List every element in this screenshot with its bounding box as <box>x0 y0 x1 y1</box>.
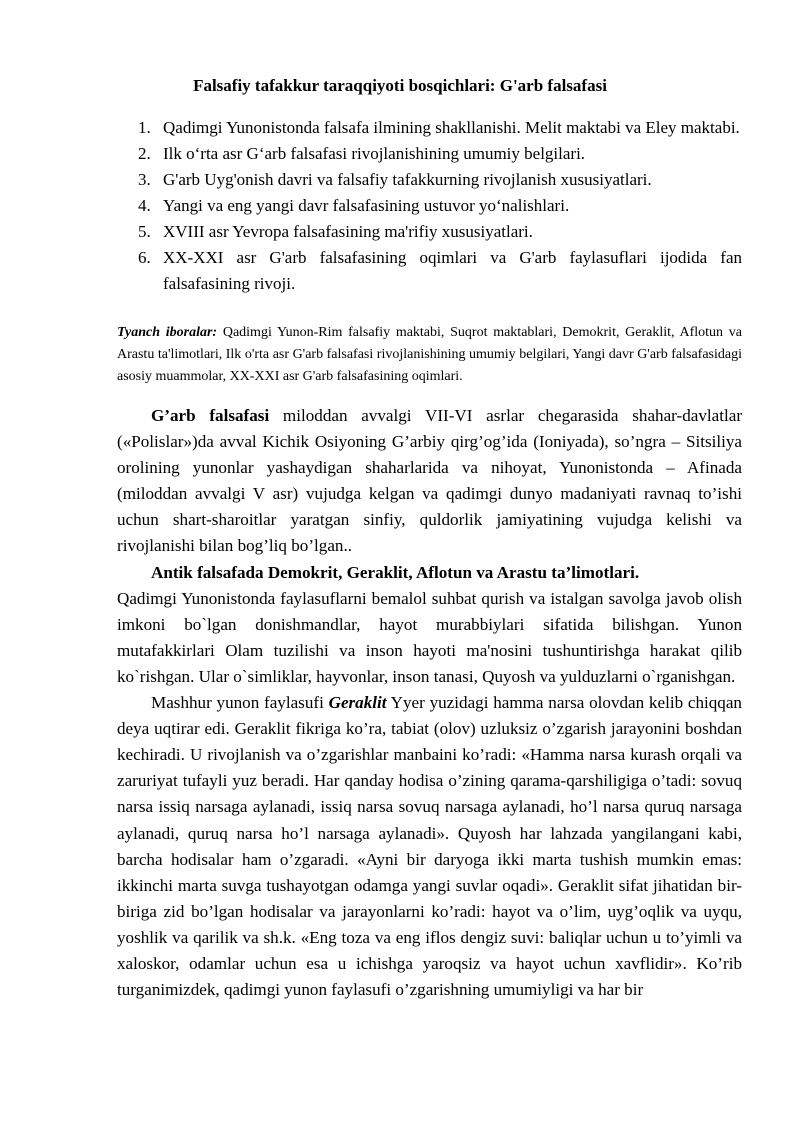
body-text <box>117 403 742 1003</box>
list-item <box>118 141 742 167</box>
paragraph-lead-term: G’arb falsafasi <box>151 406 270 425</box>
list-item-text: XX-XXI asr G'arb falsafasining oqimlari va G'arb faylasuflari ijodida fan falsafasining rivoji. <box>163 248 742 293</box>
list-item <box>118 167 742 193</box>
list-item-text: Yangi va eng yangi davr falsafasining ustuvor yo‘nalishlari. <box>163 196 570 215</box>
list-item-text: Qadimgi Yunonistonda falsafa ilmining shakllanishi. Melit maktabi va Eley maktabi. <box>163 118 740 137</box>
list-number: 1. <box>138 118 151 137</box>
paragraph-text: miloddan avvalgi VII-VI asrlar chegarasida shahar-davlatlar («Polislar»)da avval Kichik Osiyoning G’arbiy qirg’og’ida (Ioniyada), so’ngra – Sitsiliya orolining yunonlar yashaydigan shaharlarida va nihoyat, Yunonistonda – Afinada (miloddan avvalgi V asr) vujudga kelgan va qadimgi dunyo madaniyati ravnaq to’ishi uchun shart-sharoitlar yaratgan sinfiy, quldorlik jamiyatining vujudga kelishi va rivojlanishi bilan bog’liq bo’lgan.. <box>117 406 743 556</box>
keywords-label: Tyanch iboralar: <box>117 325 218 340</box>
list-number: 5. <box>138 222 151 241</box>
list-item <box>118 115 742 141</box>
paragraph-text-start: Mashhur yunon faylasufi <box>151 693 329 713</box>
keywords-text: Qadimgi Yunon-Rim falsafiy maktabi, Suqrot maktablari, Demokrit, Geraklit, Aflotun va Arastu ta'limotlari, Ilk o'rta asr G'arb falsafasi rivojlanishining umumiy belgilari, Yangi davr G'arb falsafasidagi asosiy muammolar, XX-XXI asr G'arb falsafasining oqimlari. <box>117 325 743 384</box>
list-item-text: XVIII asr Yevropa falsafasining ma'rifiy xususiyatlari. <box>163 222 533 241</box>
list-number: 4. <box>138 196 151 215</box>
list-item-text: Ilk o‘rta asr G‘arb falsafasi rivojlanishining umumiy belgilari. <box>163 144 586 163</box>
paragraph-ancient-greece: Qadimgi Yunonistonda faylasuflarni bemalol suhbat qurish va istalgan savolga javob olish imkoni bo`lgan donishmandlar, hayot murabbiylari sifatida bilishgan. Yunon mutafakkirlari Olam tuzilishi va inson hayoti ma'nosini tushuntirishga harakat qilib ko`rishgan. Ular o`simliklar, hayvonlar, inson tanasi, Quyosh va yulduzlarni o`rganishgan. <box>117 588 742 686</box>
document-title: Falsafiy tafakkur taraqqiyoti bosqichlari: G'arb falsafasi <box>193 76 607 95</box>
list-item <box>118 219 742 245</box>
paragraph-heraclitus <box>117 690 742 1003</box>
paragraph-text: Yyer yuzidagi hamma narsa olovdan kelib chiqqan deya uqtirar edi. Geraklit fikriga ko’ra, tabiat (olov) uzluksiz o’zgarish jarayonini boshdan kechiradi. U rivojlanish va o’zgarishlar manbaini ko’radi: «Hamma narsa kurash orqali va zaruriyat tufayli yuz beradi. Har qanday hodisa o’zining qarama-qarshiligiga o’tadi: sovuq narsa issiq narsaga aylanadi, issiq narsa sovuq narsaga aylanadi, ho’l narsa quruq narsaga aylanadi, quruq narsa ho’l narsaga aylanadi». Quyosh har lahzada yangilangani kabi, barcha hodisalar ham o’zgaradi. «Ayni bir daryoga ikki marta tushish mumkin emas: ikkinchi marta suvga tushayotgan odamga yangi suvlar oqadi». Geraklit sifat jihatidan bir-biriga zid bo’lgan hodisalar va jarayonlarni ko’radi: hayot va o’lim, uyg’oqlik va uyqu, yoshlik va qarilik va sh.k. «Eng toza va eng iflos dengiz suvi: baliqlar uchun u to’yimli va xaloskor, odamlar uchun esa u ichishga yaroqsiz va hayot uchun xavflidir». Ko’rib turganimizdek, qadimgi yunon faylasufi o’zgarishning umumiyligi va har bir <box>117 693 742 1000</box>
list-item <box>118 193 742 219</box>
list-number: 6. <box>138 248 151 267</box>
list-item-text: G'arb Uyg'onish davri va falsafiy tafakkurning rivojlanish xususiyatlari. <box>163 170 652 189</box>
list-item <box>118 245 742 297</box>
keywords-paragraph <box>117 322 742 388</box>
list-number: 3. <box>138 170 151 189</box>
section-heading <box>117 560 742 586</box>
paragraph-western-philosophy <box>117 403 742 560</box>
philosopher-name: Geraklit <box>328 693 387 713</box>
list-number: 2. <box>138 144 151 163</box>
topic-list <box>118 115 742 297</box>
section-heading-text: Antik falsafada Demokrit, Geraklit, Aflotun va Arastu ta’limotlari. <box>151 562 640 582</box>
